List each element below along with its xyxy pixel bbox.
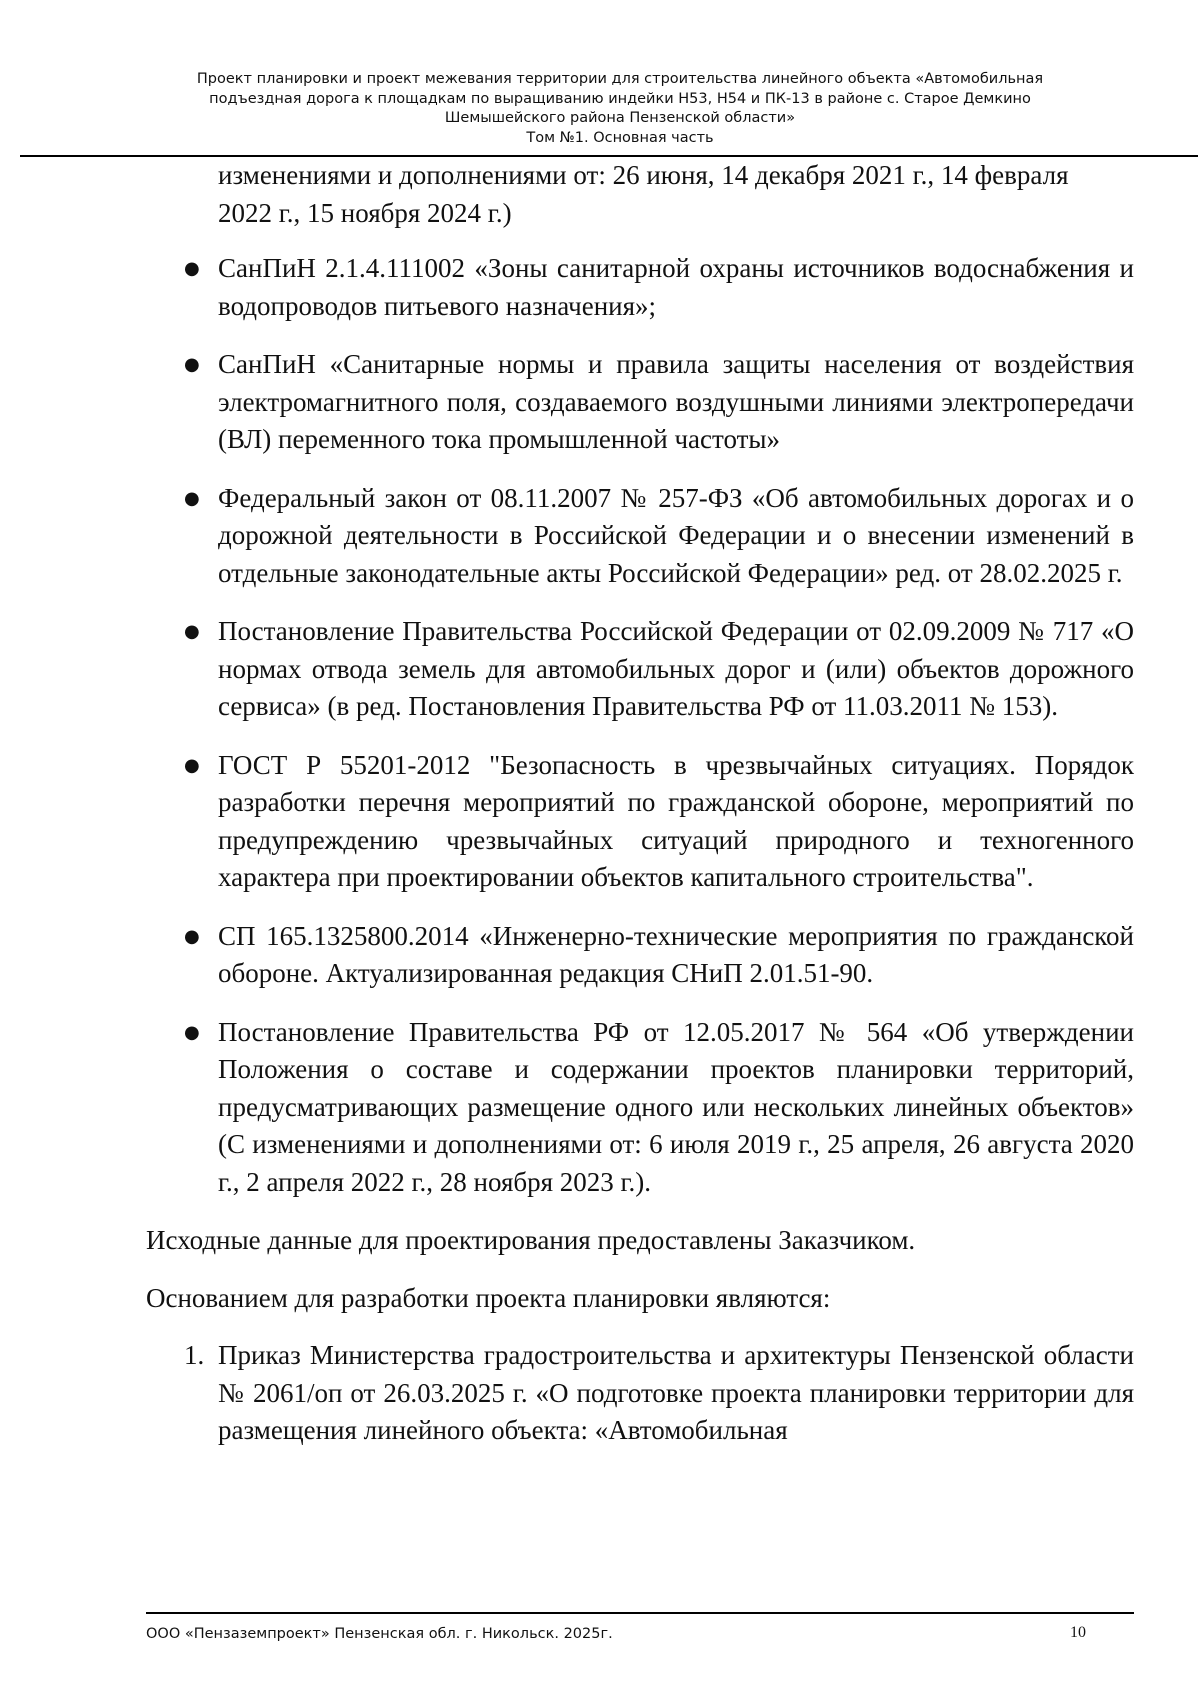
bullet-icon: ● [184, 354, 200, 375]
source-data-paragraph: Исходные данные для проектирования предоставлены Заказчиком. [146, 1225, 916, 1255]
list-item-text: Постановление Правительства Российской Федерации от 02.09.2009 № 717 «О нормах отвода земель для автомобильных дорог и (или) объектов дорожного сервиса» (в ред. Постановления Правительства РФ от 11.03.2011 № 153). [218, 616, 1134, 721]
numbered-item-marker: 1. [184, 1340, 205, 1370]
page-number: 10 [1070, 1624, 1086, 1641]
header-title-line-3: Шемышейского района Пензенской области» [444, 110, 796, 126]
continued-text-line-1: изменениями и дополнениями от: 26 июня, 14 декабря 2021 г., 14 февраля [218, 160, 1069, 190]
header-title-line-2: подъездная дорога к площадкам по выращиванию индейки Н53, Н54 и ПК-13 в районе с. Старое Демкино [209, 90, 1031, 107]
list-item [146, 613, 1134, 726]
header-volume: Том №1. Основная часть [526, 129, 714, 146]
continued-text-line-2: 2022 г., 15 ноября 2024 г.) [218, 197, 512, 228]
list-item [146, 250, 1134, 325]
bullet-icon: ● [184, 754, 200, 776]
list-item-text: СанПиН 2.1.4.111002 «Зоны санитарной охраны источников водоснабжения и водопроводов питьевого назначения»; [218, 253, 1134, 321]
list-item [146, 1014, 1134, 1202]
list-item-text: СанПиН «Санитарные нормы и правила защиты населения от воздействия электромагнитного поля, создаваемого воздушными линиями электропередачи (ВЛ) переменного тока промышленной частоты» [218, 349, 1134, 454]
list-item-text: Федеральный закон от 08.11.2007 № 257-ФЗ «Об автомобильных дорогах и о дорожной деятельности в Российской Федерации и о внесении изменений в отдельные законодательные акты Российской Федерации» ред. от 28.02.2025 г. [218, 482, 1134, 588]
list-item-text: ГОСТ Р 55201-2012 "Безопасность в чрезвычайных ситуациях. Порядок разработки перечня мероприятий по гражданской обороне, мероприятий по предупреждению чрезвычайных ситуаций природного и техногенного характера при проектировании объектов капитального строительства". [218, 749, 1134, 892]
regulations-list [146, 250, 1134, 1201]
document-body [146, 157, 1134, 1450]
list-item-text: Постановление Правительства РФ от 12.05.2017 № 564 «Об утверждении Положения о составе и содержании проектов планировки территорий, предусматривающих размещение одного или нескольких линейных объектов» (С изменениями и дополнениями от: 6 июля 2019 г., 25 апреля, 26 августа 2020 г., 2 апреля 2022 г., 28 ноября 2023 г.). [218, 1016, 1134, 1197]
list-item [146, 747, 1134, 897]
page-header [150, 70, 1090, 148]
basis-paragraph: Основанием для разработки проекта планировки являются: [146, 1282, 831, 1313]
basis-list [146, 1337, 1134, 1450]
list-item-text: СП 165.1325800.2014 «Инженерно-технические мероприятия по гражданской обороне. Актуализированная редакция СНиП 2.01.51-90. [218, 920, 1134, 988]
bullet-icon: ● [184, 487, 200, 509]
header-title-line-1: Проект планировки и проект межевания территории для строительства линейного объекта «Автомобильная [196, 71, 1044, 87]
numbered-item-text: Приказ Министерства градостроительства и архитектуры Пензенской области № 2061/оп от 26.03.2025 г. «О подготовке проекта планировки территории для размещения линейного объекта: «Автомобильная [218, 1340, 1134, 1445]
footer-divider [146, 1612, 1134, 1614]
continued-text [218, 157, 1134, 232]
list-item [146, 480, 1134, 593]
bullet-icon: ● [184, 925, 200, 947]
list-item [146, 346, 1134, 459]
footer-organization: ООО «Пензаземпроект» Пензенская обл. г. Никольск. 2025г. [146, 1626, 613, 1642]
bullet-icon: ● [184, 1021, 200, 1043]
bullet-icon: ● [184, 258, 200, 279]
numbered-item [146, 1337, 1134, 1450]
bullet-icon: ● [184, 621, 200, 642]
list-item [146, 918, 1134, 993]
